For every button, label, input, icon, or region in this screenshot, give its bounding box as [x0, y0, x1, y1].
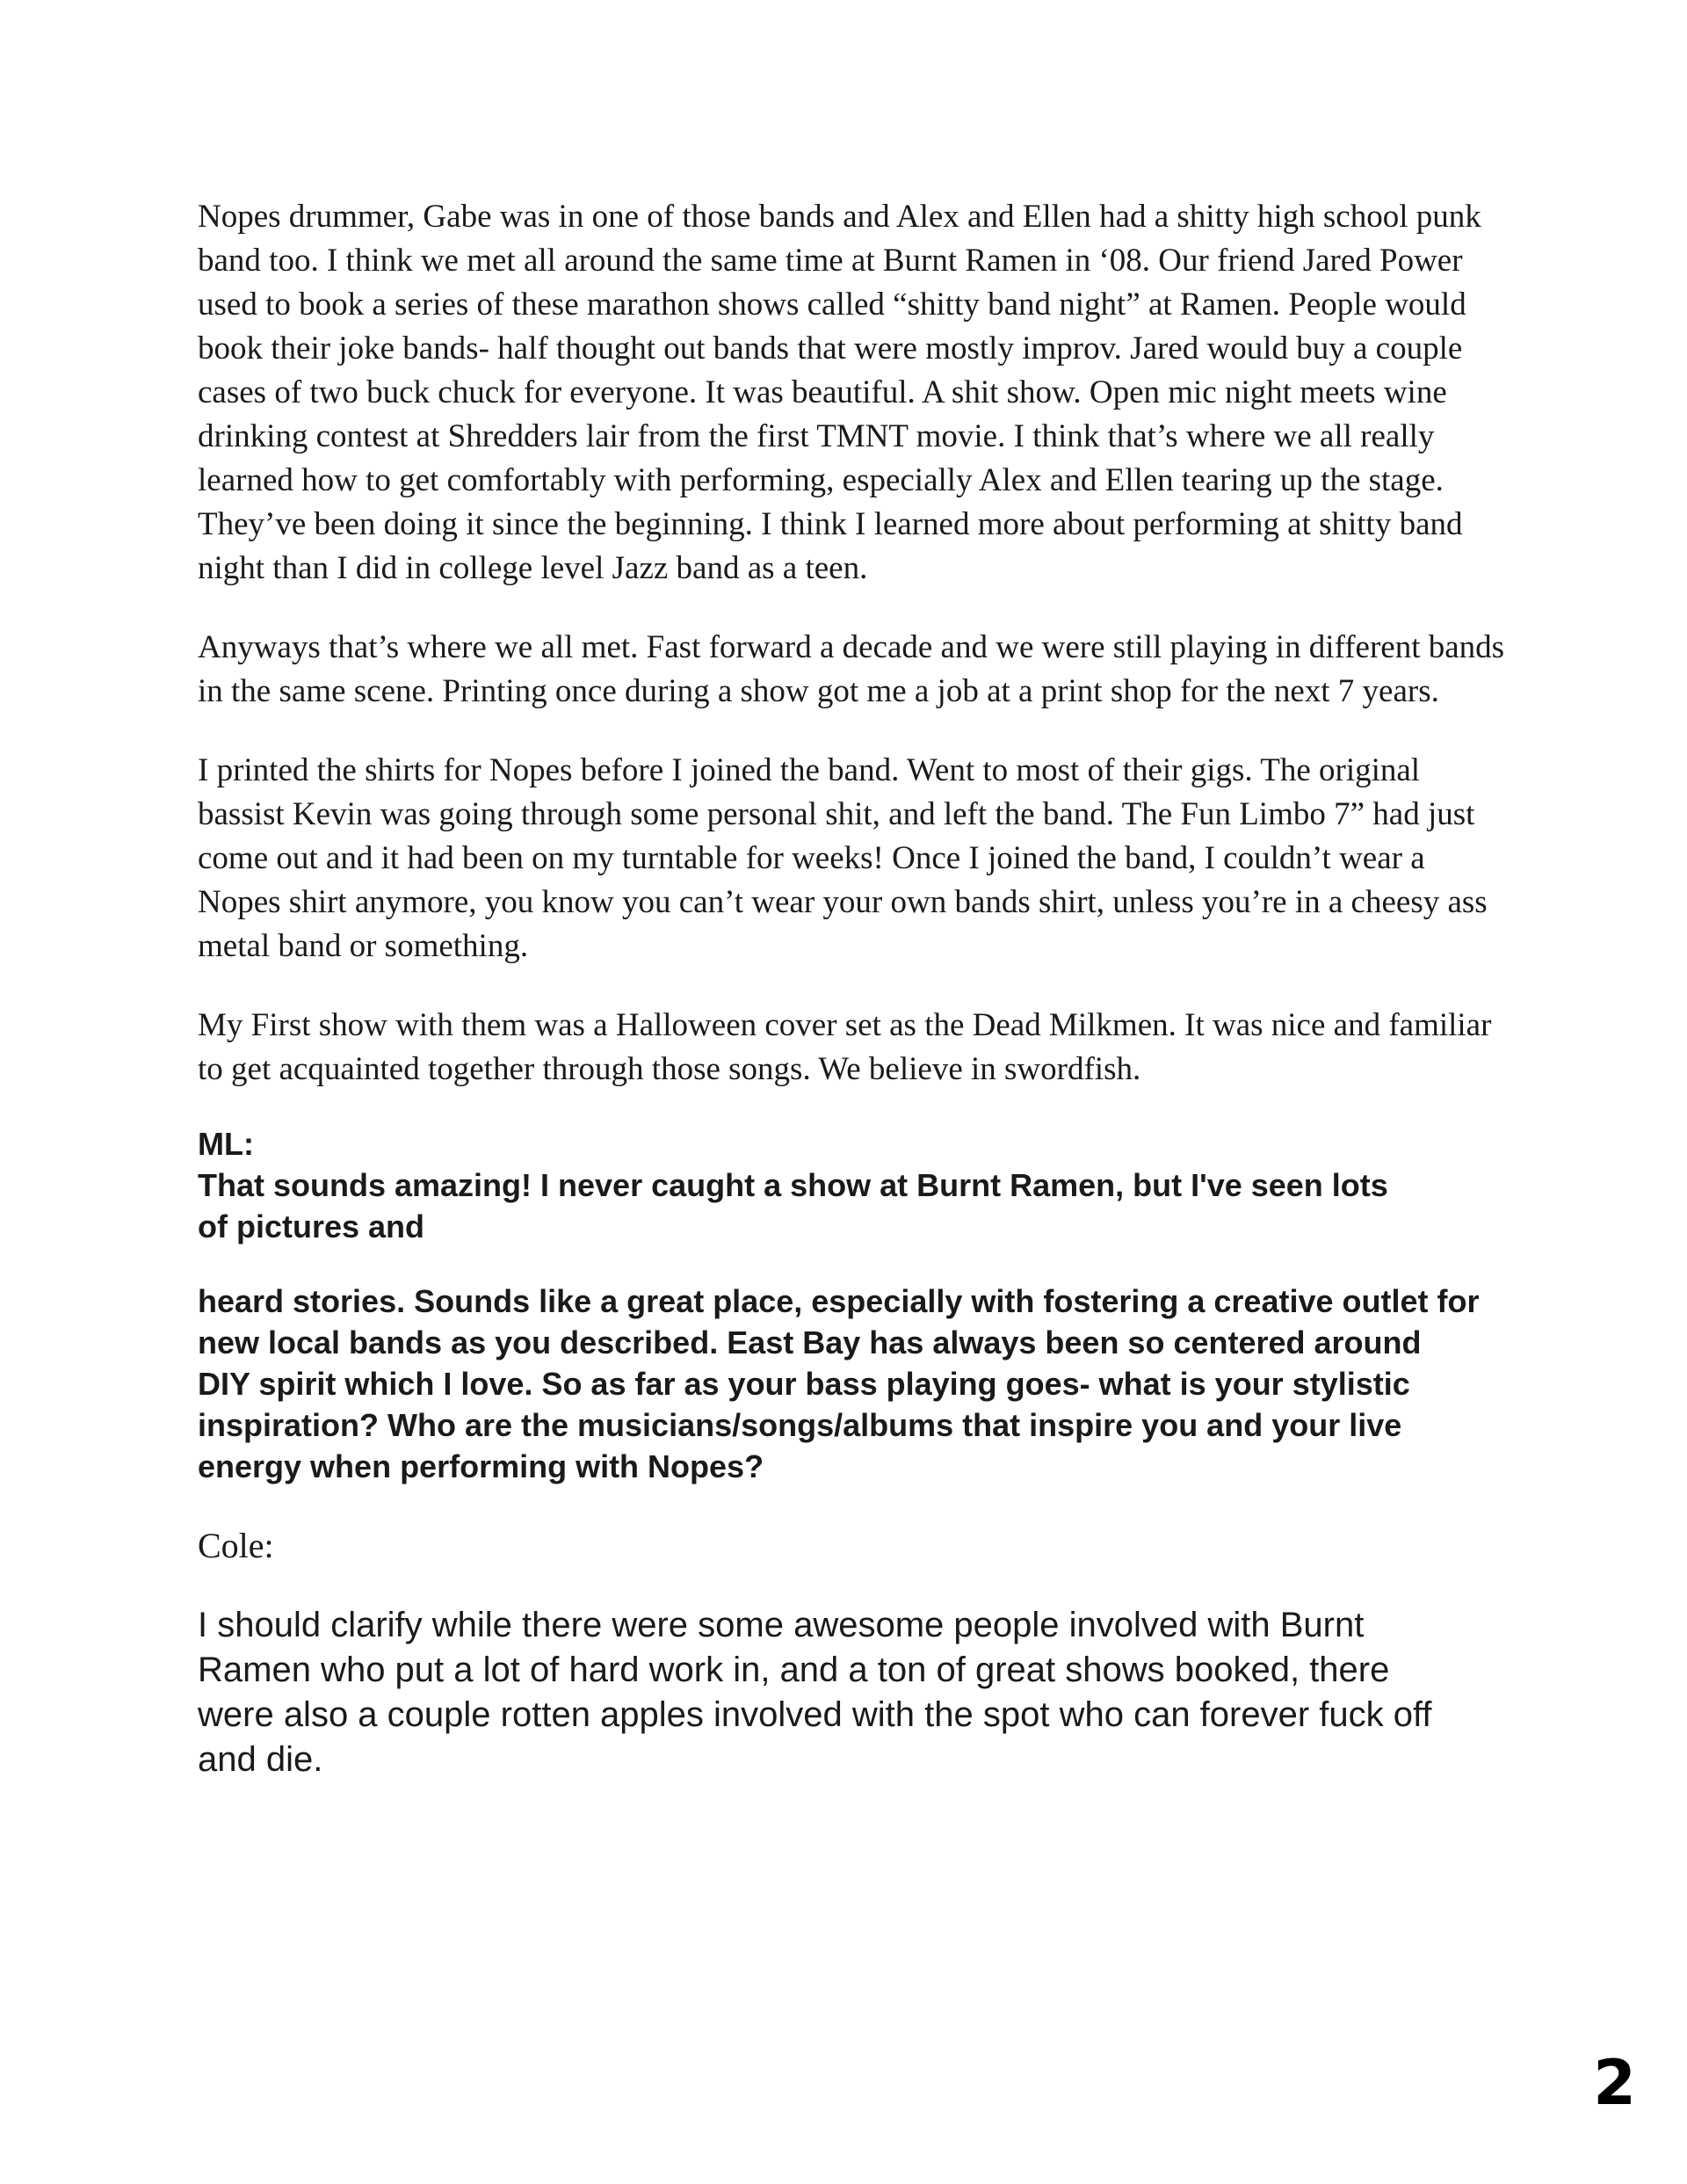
paragraph-joined-band: I printed the shirts for Nopes before I joined the band. Went to most of their gigs. The original bassist Kevin was going through some personal shit, and left the band. The Fun Limbo 7” had just come out and it had been on my turntable for weeks! Once I joined the band, I couldn’t wear a Nopes shirt anymore, you know you can’t wear your own bands shirt, unless you’re in a cheesy ass metal band or something. [198, 752, 1488, 964]
interviewer-label: ML: [198, 1126, 254, 1162]
paragraph-burnt-ramen: Nopes drummer, Gabe was in one of those bands and Alex and Ellen had a shitty high school punk band too. I think we met all around the same time at Burnt Ramen in ‘08. Our friend Jared Power used to book a series of these marathon shows called “shitty band night” at Ramen. People would book their joke bands- half thought out bands that were mostly improv. Jared would buy a couple cases of two buck chuck for everyone. It was beautiful. A shit show. Open mic night meets wine drinking contest at Shredders lair from the first TMNT movie. I think that’s where we all really learned how to get comfortably with performing, especially Alex and Ellen tearing up the stage. They’ve been doing it since the beginning. I think I learned more about performing at shitty band night than I did in college level Jazz band as a teen. [198, 199, 1481, 586]
question-text-part-1: That sounds amazing! I never caught a show at Burnt Ramen, but I've seen lots of pictures and [198, 1167, 1388, 1244]
answer-text: I should clarify while there were some awesome people involved with Burnt Ramen who put a lot of hard work in, and a ton of great shows booked, there were also a couple rotten apples involved with the spot who can forever fuck off and die. [198, 1606, 1432, 1779]
page-number: 2 [1593, 2047, 1636, 2119]
respondent-label: Cole: [198, 1526, 274, 1565]
cole-answer [198, 1524, 1507, 1782]
paragraph-where-we-met: Anyways that’s where we all met. Fast forward a decade and we were still playing in different bands in the same scene. Printing once during a show got me a job at a print shop for the next 7 years. [198, 629, 1505, 709]
document-body [198, 195, 1507, 1782]
question-text-part-2: heard stories. Sounds like a great place, especially with fostering a creative outlet for new local bands as you described. East Bay has always been so centered around DIY spirit which I love. So as far as your bass playing goes- what is your stylistic inspiration? Who are the musicians/songs/albums that inspire you and your live energy when performing with Nopes? [198, 1283, 1480, 1484]
paragraph-first-show: My First show with them was a Halloween cover set as the Dead Milkmen. It was nice and familiar to get acquainted together through those songs. We believe in swordfish. [198, 1007, 1492, 1087]
interviewer-question [198, 1123, 1507, 1487]
